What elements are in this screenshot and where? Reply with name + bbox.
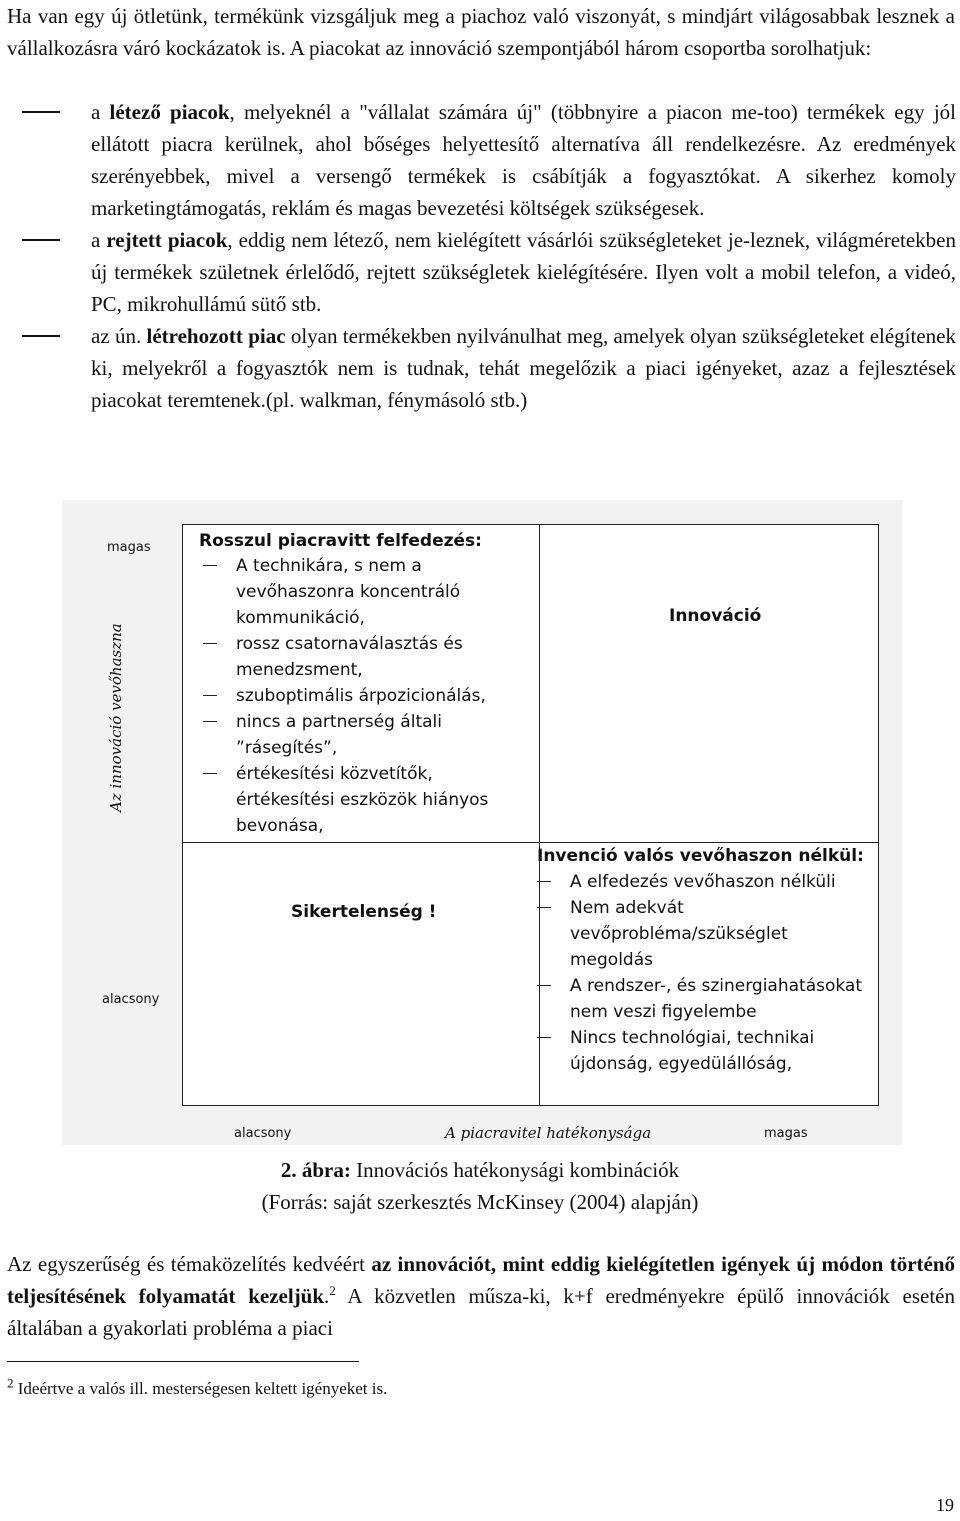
closing-paragraph: Az egyszerűség és témaközelítés kedvéért az innovációt, mint eddig kielégítetlen igények új módon történő teljesítésének folyamatát kezeljük.$^2$ A közvetlen műsza-ki, k+f eredményekre épülő innovációk esetén általában a gyakorlati probléma a piaci: [7, 1252, 956, 1340]
figure-source: (Forrás: saját szerkesztés McKinsey (2004) alapján): [261, 1190, 699, 1214]
list-item: nincs a partnerség általi ”rásegítés”,: [203, 709, 523, 761]
y-axis-high-label: magas: [107, 540, 151, 555]
dash-bullet-icon: [203, 643, 217, 644]
list-item: A rendszer-, és szinergiahatásokat nem veszi figyelembe: [537, 973, 867, 1025]
list-item: A elfedezés vevőhaszon nélküli: [537, 869, 867, 895]
list-item: rossz csatornaválasztás és menedzsment,: [203, 631, 523, 683]
quadrant-list: [203, 553, 523, 839]
innovation-matrix-figure: [62, 500, 902, 1145]
intro-paragraph: Ha van egy új ötletünk, termékünk vizsgáljuk meg a piachoz való viszonyát, s mindjárt világosabbak lesznek a vállalkozásra váró kockázatok is. A piacokat az innováció szempontjából három csoportba sorolhatjuk:: [7, 4, 955, 60]
x-axis-low-label: alacsony: [234, 1126, 292, 1141]
term: létrehozott piac: [146, 324, 286, 348]
dash-bullet-icon: [537, 985, 551, 986]
list-item: az ún. létrehozott piac olyan termékekben nyilvánulhat meg, amelyek olyan szükségleteket elégítenek ki, melyekről a fogyasztók nem is tudnak, tehát megelőzik a piaci igényeket, azaz a fejlesztések piacokat teremtenek.(pl. walkman, fénymásoló stb.): [0, 320, 958, 416]
dash-bullet-icon: [203, 773, 217, 774]
dash-bullet-icon: [537, 881, 551, 882]
term: létező piacok: [109, 100, 230, 124]
list-item: szuboptimális árpozicionálás,: [203, 683, 523, 709]
quadrant-list: [537, 869, 867, 1077]
page-number: 19: [936, 1495, 954, 1515]
x-axis-high-label: magas: [764, 1126, 808, 1141]
term: rejtett piacok: [106, 228, 228, 252]
footnote-number: 2: [7, 1375, 14, 1391]
y-axis-label: Az innováció vevőhaszna: [107, 623, 125, 812]
quadrant-top-right: [539, 524, 879, 843]
footnote: [7, 1375, 388, 1400]
dash-bullet-icon: [203, 695, 217, 696]
list-item: a rejtett piacok, eddig nem létező, nem kielégített vásárlói szükségleteket je-leznek, világméretekben új termékek születnek érlelődő, rejtett szükségletek kielégítésére. Ilyen volt a mobil telefon, a videó, PC, mikrohullámú sütő stb.: [0, 224, 958, 320]
list-item: Nincs technológiai, technikai újdonság, egyedülállóság,: [537, 1025, 867, 1077]
figure-caption: [0, 1154, 960, 1186]
list-item: a létező piacok, melyeknél a "vállalat számára új" (többnyire a piacon me-too) termékek egy jól ellátott piacra kerülnek, ahol bőséges helyettesítő alternatíva áll rendelkezésre. Az eredmények szerényebbek, mivel a versengő termékek is csábítják a fogyasztókat. A sikerhez komoly marketingtámogatás, reklám és magas bevezetési költségek szükségesek.: [0, 96, 958, 224]
figure-caption-title: Innovációs hatékonysági kombinációk: [350, 1158, 680, 1182]
dash-bullet-icon: [537, 1037, 551, 1038]
footnote-divider: [7, 1361, 359, 1362]
dash-bullet-icon: [537, 907, 551, 908]
quadrant-title: Innováció: [669, 606, 762, 626]
emphasis: az innovációt, mint eddig kielégítetlen igények új módon történő teljesítésének folyamatát kezeljük: [7, 1252, 956, 1308]
quadrant-title: Invenció valós vevőhaszon nélkül:: [537, 846, 864, 866]
dash-bullet-icon: [203, 565, 217, 566]
quadrant-bottom-right: [539, 842, 879, 1106]
quadrant-title: Rosszul piacravitt felfedezés:: [199, 531, 482, 551]
quadrant-bottom-left: [182, 842, 540, 1106]
x-axis-label: A piacravitel hatékonysága: [445, 1124, 652, 1142]
y-axis-low-label: alacsony: [102, 992, 160, 1007]
list-item: értékesítési közvetítők, értékesítési eszközök hiányos bevonása,: [203, 761, 523, 839]
quadrant-top-left: [182, 524, 540, 843]
list-item: Nem adekvát vevőprobléma/szükséglet megoldás: [537, 895, 867, 973]
dash-bullet-icon: [22, 111, 60, 113]
dash-bullet-icon: [22, 239, 60, 241]
footnote-ref[interactable]: 2: [329, 1283, 336, 1298]
dash-bullet-icon: [22, 335, 60, 337]
market-types-list: [0, 96, 958, 416]
dash-bullet-icon: [203, 721, 217, 722]
figure-caption-label: 2. ábra:: [280, 1158, 351, 1182]
quadrant-title: Sikertelenség !: [291, 902, 437, 922]
list-item: A technikára, s nem a vevőhaszonra koncentráló kommunikáció,: [203, 553, 523, 631]
footnote-text: Ideértve a valós ill. mesterségesen keltett igényeket is.: [13, 1379, 388, 1398]
